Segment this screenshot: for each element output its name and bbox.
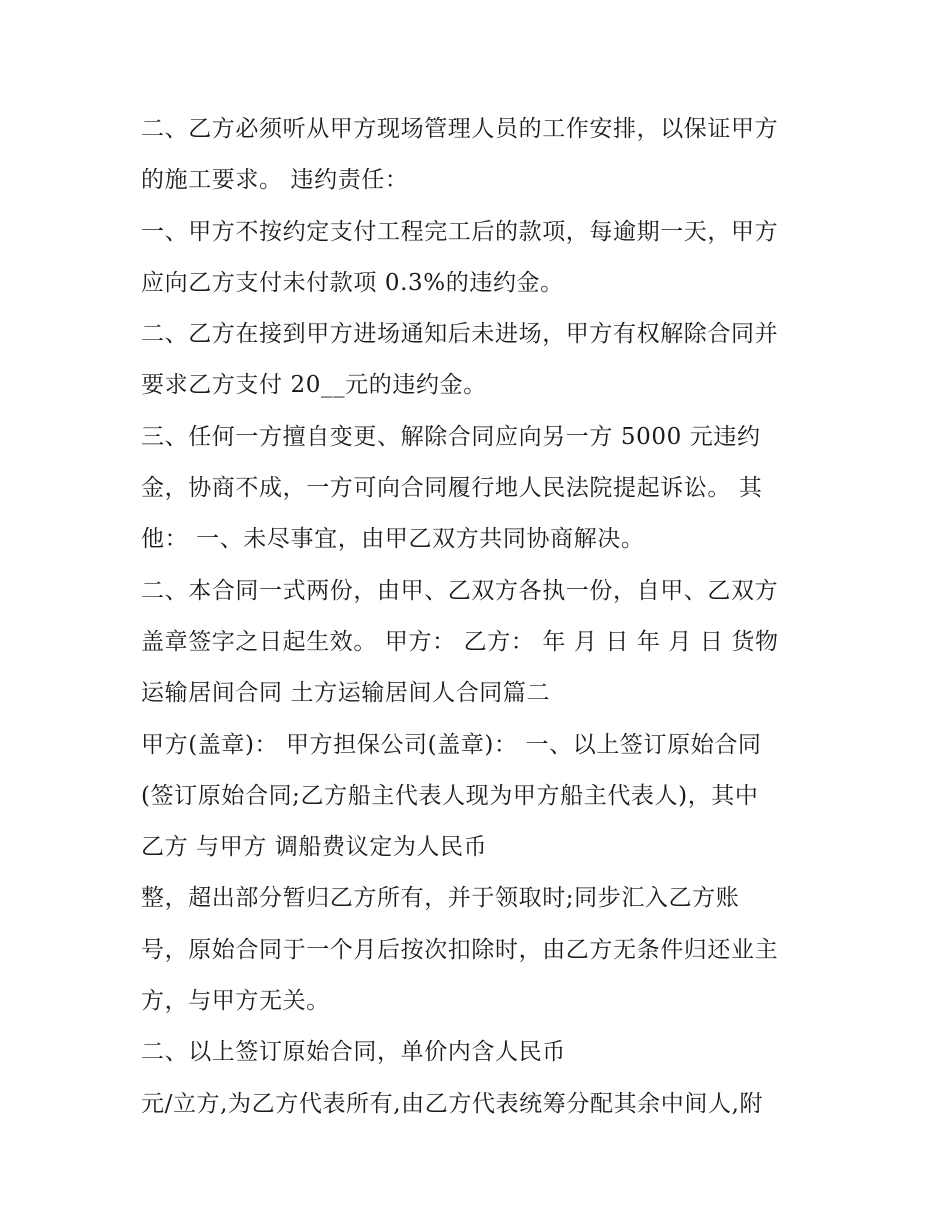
document-body [141, 104, 831, 1130]
text-line: 元/立方,为乙方代表所有,由乙方代表统筹分配其余中间人,附 [141, 1090, 764, 1117]
text-line: 他： 一、未尽事宜，由甲乙双方共同协商解决。 [141, 526, 645, 553]
text-line: 的施工要求。 违约责任： [141, 167, 409, 194]
text-line: 二、乙方在接到甲方进场通知后未进场，甲方有权解除合同并 [141, 321, 779, 348]
text-line: 应向乙方支付未付款项 0.3%的违约金。 [141, 269, 564, 296]
text-line: 二、乙方必须听从甲方现场管理人员的工作安排，以保证甲方 [141, 116, 779, 142]
text-line: 二、以上签订原始合同，单价内含人民币 [141, 1039, 566, 1066]
text-line: 一、甲方不按约定支付工程完工后的款项，每逾期一天，甲方 [141, 218, 779, 245]
text-line: 号，原始合同于一个月后按次扣除时，由乙方无条件归还业主 [141, 936, 779, 963]
text-line: 三、任何一方擅自变更、解除合同应向另一方 5000 元违约 [141, 423, 761, 450]
text-line: 金，协商不成，一方可向合同履行地人民法院提起诉讼。 其 [141, 475, 763, 502]
text-line: 甲方(盖章)： 甲方担保公司(盖章)： 一、以上签订原始合同 [141, 731, 762, 758]
text-line: 整，超出部分暂归乙方所有，并于领取时;同步汇入乙方账 [141, 885, 740, 912]
text-line: 盖章签字之日起生效。 甲方： 乙方： 年 月 日 年 月 日 货物 [141, 628, 779, 655]
text-line: 二、本合同一式两份，由甲、乙双方各执一份，自甲、乙双方 [141, 577, 779, 604]
text-line: 运输居间合同 土方运输居间人合同篇二 [141, 680, 551, 707]
text-line: 方，与甲方无关。 [141, 988, 330, 1015]
text-line: 乙方 与甲方 调船费议定为人民币 [141, 834, 488, 861]
text-line: 要求乙方支付 20__元的违约金。 [141, 372, 487, 399]
text-line: (签订原始合同;乙方船主代表人现为甲方船主代表人)，其中 [141, 782, 759, 809]
